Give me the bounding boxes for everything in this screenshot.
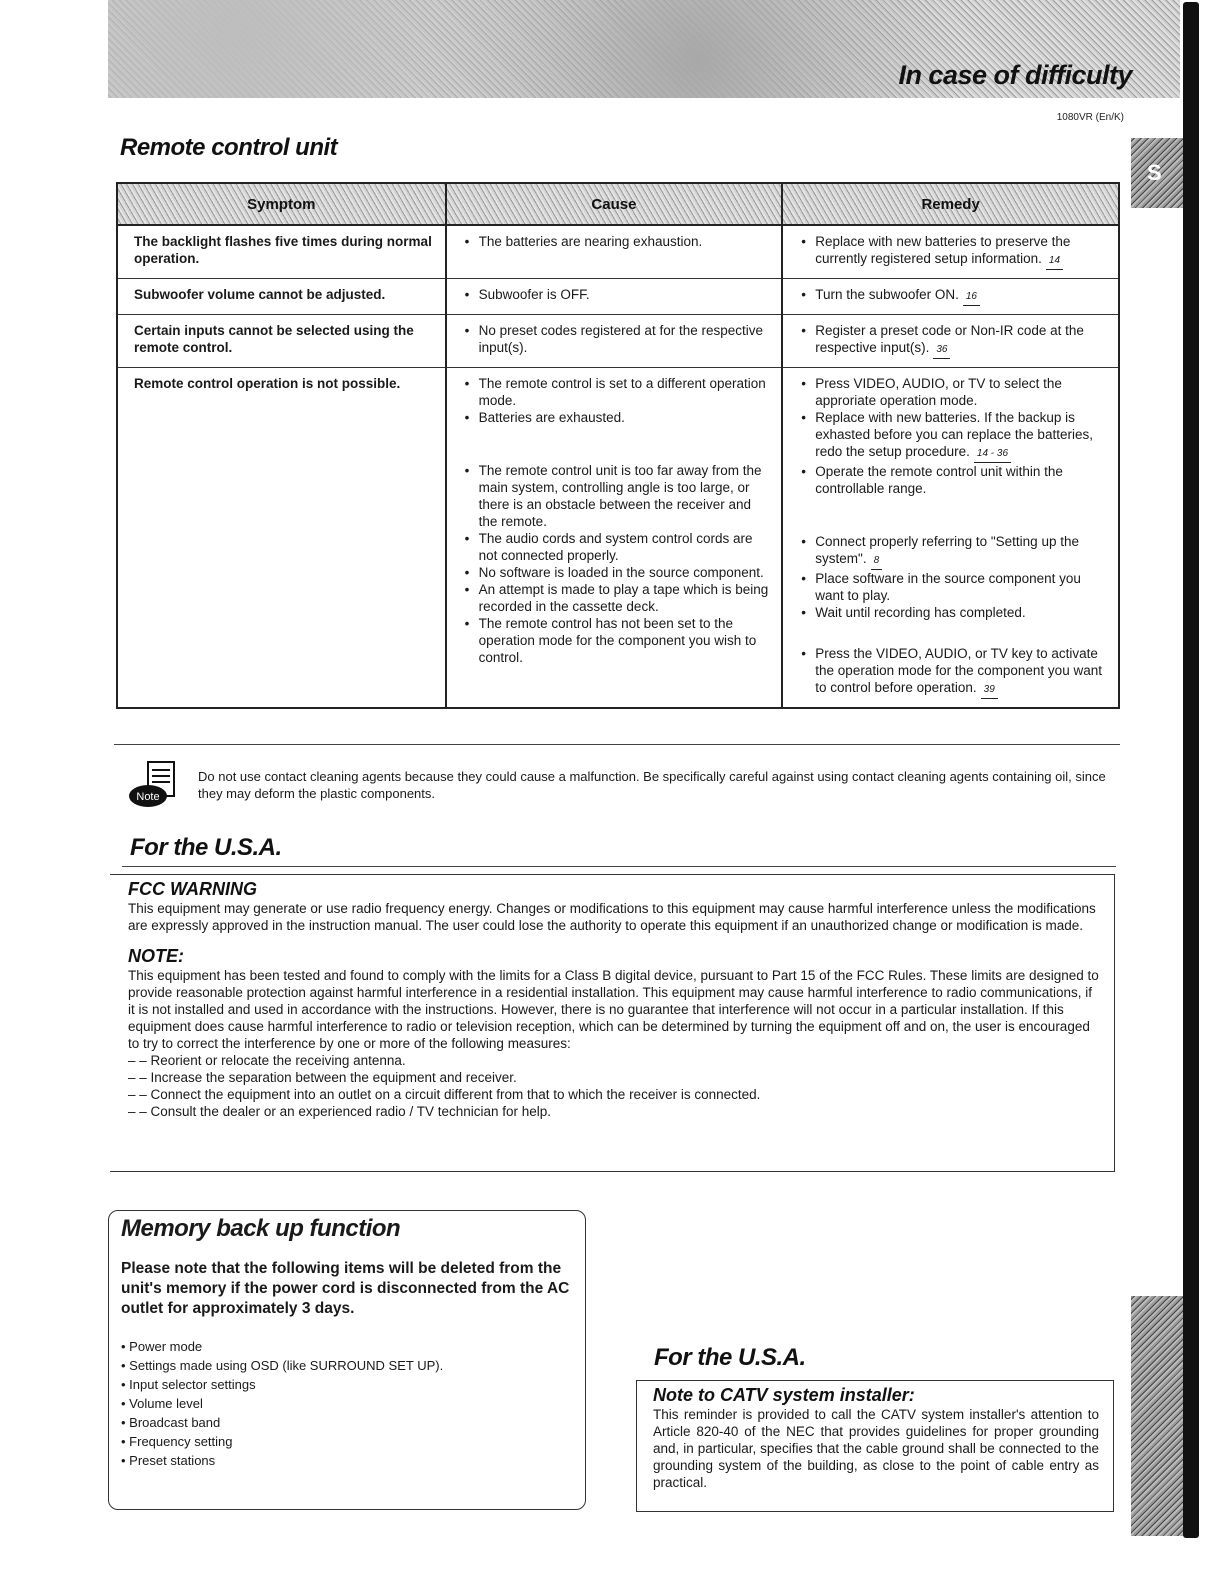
list-item: • Volume level: [121, 1394, 573, 1413]
usa-heading: For the U.S.A.: [130, 834, 282, 861]
side-tab-label: S: [1147, 160, 1162, 185]
list-item: • Preset stations: [121, 1451, 573, 1470]
note-icon-label: Note: [136, 791, 160, 803]
section-title: In case of difficulty: [898, 60, 1132, 90]
fcc-note-text: This equipment has been tested and found to comply with the limits for a Class B digital device, pursuant to Part 15 of the FCC Rules. These limits are designed to provide reasonable protection against harmful interference in a residential installation. This equipment may cause harmful interference to radio communications, if it is not installed and used in accordance with the instructions. However, there is no guarantee that interference will not occur in a particular installation. If this equipment does cause harmful interference to radio or television reception, which can be determined by turning the equipment off and on, the user is encouraged to try to correct the interference by one or more of the following measures:: [128, 968, 1099, 1051]
symptom-cell: Remote control operation is not possible.: [117, 368, 446, 709]
note-text: Do not use contact cleaning agents because they could cause a malfunction. Be specifically careful against using contact cleaning agents containing oil, since they may deform the plastic components.: [198, 769, 1106, 801]
remedy-item: [799, 233, 1108, 270]
side-tab-top: [1131, 138, 1183, 208]
remedy-text: Replace with new batteries. If the backup is exhasted before you can replace the batteries, redo the setup procedure.: [815, 410, 1093, 459]
remedy-text: Press VIDEO, AUDIO, or TV to select the approriate operation mode.: [815, 376, 1062, 408]
cause-item: • No software is loaded in the source component.: [463, 564, 772, 581]
page-ref: 14 - 36: [974, 445, 1011, 463]
remedy-item: [799, 286, 1108, 306]
list-item: – – Reorient or relocate the receiving antenna.: [128, 1052, 1100, 1069]
remedy-item: [799, 570, 1108, 604]
remote-heading: Remote control unit: [120, 134, 338, 161]
cause-item: • An attempt is made to play a tape which is being recorded in the cassette deck.: [463, 581, 772, 615]
remedy-item: [799, 409, 1108, 463]
fcc-frame: [110, 874, 1115, 1172]
remedy-item: [799, 604, 1108, 621]
remedy-text: Place software in the source component you want to play.: [815, 571, 1081, 603]
cause-item: • Batteries are exhausted.: [463, 409, 772, 426]
remedy-cell: [782, 368, 1119, 709]
memory-items: [121, 1337, 573, 1470]
list-item: • Broadcast band: [121, 1413, 573, 1432]
catv-usa-heading: For the U.S.A.: [654, 1344, 806, 1371]
column-header-remedy: Remedy: [782, 183, 1119, 225]
page-edge-bar: [1183, 2, 1199, 1538]
table-row: [117, 368, 1119, 709]
remedy-cell: [782, 225, 1119, 279]
symptom-cell: Subwoofer volume cannot be adjusted.: [117, 279, 446, 315]
remedy-cell: [782, 279, 1119, 315]
remedy-text: Press the VIDEO, AUDIO, or TV key to activate the operation mode for the component you want to control before operation.: [815, 646, 1102, 695]
cause-item: • The remote control has not been set to the operation mode for the component you wish to control.: [463, 615, 772, 666]
divider: [114, 744, 1120, 745]
measures-list: [128, 1052, 1100, 1120]
table-row: [117, 315, 1119, 368]
remedy-text: Replace with new batteries to preserve the currently registered setup information.: [815, 234, 1071, 266]
page-ref: 16: [963, 288, 980, 306]
list-item: – – Consult the dealer or an experienced radio / TV technician for help.: [128, 1103, 1100, 1120]
symptom-cell: The backlight flashes five times during normal operation.: [117, 225, 446, 279]
list-item: – – Increase the separation between the equipment and receiver.: [128, 1069, 1100, 1086]
list-item: – – Connect the equipment into an outlet on a circuit different from that to which the receiver is connected.: [128, 1086, 1100, 1103]
remedy-item: [799, 533, 1108, 570]
page-ref: 39: [981, 681, 998, 699]
cause-cell: [446, 279, 783, 315]
usa-heading-rule: [122, 866, 1116, 867]
troubleshooting-table: [116, 182, 1120, 709]
page-ref: 14: [1046, 252, 1063, 270]
memory-backup-box: [108, 1210, 586, 1510]
list-item: • Settings made using OSD (like SURROUND SET UP).: [121, 1356, 573, 1375]
note-icon: [128, 760, 180, 808]
cause-item: • The remote control unit is too far away from the main system, controlling angle is too large, or there is an obstacle between the receiver and the remote.: [463, 462, 772, 530]
memory-heading: Memory back up function: [121, 1215, 401, 1242]
cause-item: • Subwoofer is OFF.: [463, 286, 772, 303]
catv-text: This reminder is provided to call the CATV system installer's attention to Article 820-40 of the NEC that provides guidelines for proper grounding and, in particular, specifies that the cable ground shall be connected to the grounding system of the building, as close to the point of cable entry as practical.: [653, 1407, 1099, 1490]
fcc-warning-text: This equipment may generate or use radio frequency energy. Changes or modifications to this equipment may cause harmful interference unless the modifications are expressly approved in the instruction manual. The user could lose the authority to operate this equipment if an unauthorized change or modification is made.: [128, 901, 1096, 933]
cause-item: • The batteries are nearing exhaustion.: [463, 233, 772, 250]
remedy-item: [799, 322, 1108, 359]
column-header-cause: Cause: [446, 183, 783, 225]
remedy-cell: [782, 315, 1119, 368]
list-item: • Frequency setting: [121, 1432, 573, 1451]
cause-cell: [446, 225, 783, 279]
remedy-text: Turn the subwoofer ON.: [815, 287, 959, 302]
catv-title: Note to CATV system installer:: [653, 1385, 915, 1405]
page-ref: 36: [933, 341, 950, 359]
remedy-item: [799, 645, 1108, 699]
catv-frame: [636, 1380, 1114, 1512]
cause-item: • No preset codes registered at for the respective input(s).: [463, 322, 772, 356]
side-tab-bottom: [1131, 1296, 1183, 1536]
cause-item: • The audio cords and system control cords are not connected properly.: [463, 530, 772, 564]
cause-cell: [446, 315, 783, 368]
cause-cell: [446, 368, 783, 709]
symptom-cell: Certain inputs cannot be selected using the remote control.: [117, 315, 446, 368]
column-header-symptom: Symptom: [117, 183, 446, 225]
memory-intro: Please note that the following items will be deleted from the unit's memory if the power cord is disconnected from the AC outlet for approximately 3 days.: [121, 1260, 570, 1317]
remedy-text: Operate the remote control unit within the controllable range.: [815, 464, 1063, 496]
cause-item: • The remote control is set to a different operation mode.: [463, 375, 772, 409]
remedy-text: Register a preset code or Non-IR code at the respective input(s).: [815, 323, 1084, 355]
remedy-text: Connect properly referring to "Setting up the system".: [815, 534, 1079, 566]
list-item: • Power mode: [121, 1337, 573, 1356]
list-item: • Input selector settings: [121, 1375, 573, 1394]
table-row: [117, 225, 1119, 279]
table-row: [117, 279, 1119, 315]
fcc-warning-title: FCC WARNING: [128, 879, 257, 899]
remedy-text: Wait until recording has completed.: [815, 605, 1026, 620]
fcc-note-title: NOTE:: [128, 946, 184, 966]
header-banner: [108, 0, 1180, 98]
model-code: 1080VR (En/K): [1056, 112, 1124, 123]
table-header-row: [117, 183, 1119, 225]
remedy-item: [799, 463, 1108, 497]
remedy-item: [799, 375, 1108, 409]
page-ref: 8: [871, 552, 883, 570]
